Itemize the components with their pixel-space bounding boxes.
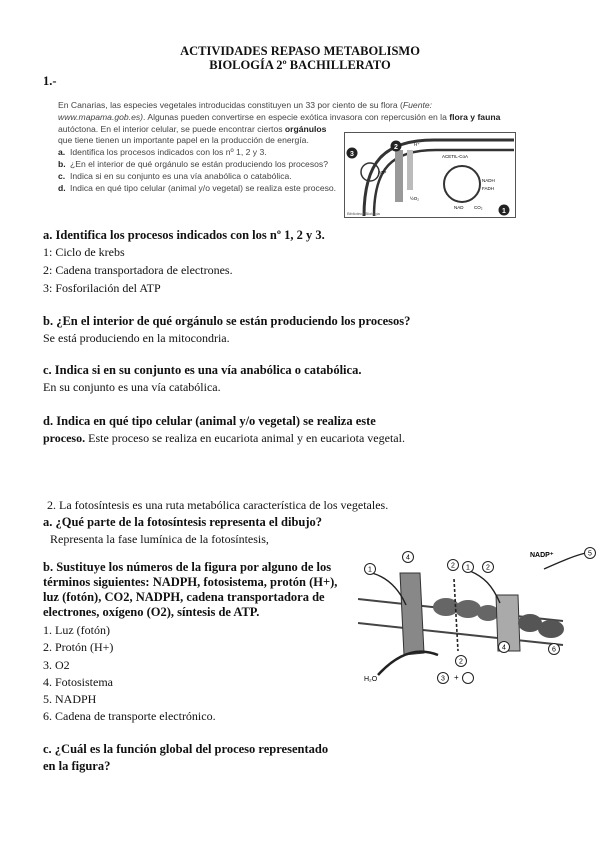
- label-6: 6: [552, 646, 556, 654]
- answer-2b-6: 6. Cadena de transporte electrónico.: [43, 709, 216, 724]
- label-2a: 2: [451, 562, 455, 570]
- answer-2b-1: 1. Luz (fotón): [43, 623, 110, 637]
- atp-label: ATP: [378, 170, 387, 175]
- water-split-arrow: [378, 652, 438, 675]
- answers-2b: [43, 622, 216, 726]
- exercise-1-item-c: c. Indica si en su conjunto es una vía anabólica o catabólica.: [58, 170, 292, 181]
- question-2c: c. ¿Cuál es la función global del proceso representado en la figura?: [43, 742, 329, 773]
- protein-complex: [395, 150, 403, 202]
- answer-2a: Representa la fase lumínica de la fotosíntesis,: [50, 532, 269, 546]
- section-2-intro: 2. La fotosíntesis es una ruta metabólica característica de los vegetales.: [47, 498, 389, 512]
- label-5: 5: [588, 550, 592, 558]
- answer-1d: Este proceso se realiza en eucariota animal y en eucariota vegetal.: [85, 431, 405, 445]
- answer-2b-5: 5. NADPH: [43, 692, 97, 707]
- label-1: 1: [502, 208, 506, 215]
- photosystem-2: [400, 573, 424, 655]
- nadh-label: NADH: [482, 178, 495, 183]
- label-2: 2: [394, 144, 398, 151]
- exercise-1-item-a: a. Identifica los procesos indicados con los nº 1, 2 y 3.: [58, 147, 267, 158]
- figure-credit: Biblioteca Biología: [347, 211, 380, 216]
- question-1a: a. Identifica los procesos indicados con los nº 1, 2 y 3.: [43, 228, 325, 242]
- label-2c: 2: [459, 658, 463, 666]
- question-1d-line2: [43, 431, 405, 446]
- protein-complex-2: [407, 150, 413, 190]
- fadh-label: FADH: [482, 186, 495, 191]
- answer-2b-2: 2. Protón (H+): [43, 640, 114, 655]
- carrier-2: [455, 600, 481, 618]
- acetyl-label: ACETIL-CoA: [442, 154, 469, 159]
- exercise-1-item-b: b. ¿En el interior de qué orgánulo se están produciendo los procesos?: [58, 158, 328, 169]
- oxygen-label: ½O₂: [410, 196, 419, 201]
- label-1a: 1: [368, 566, 372, 574]
- answer-2b-3: 3. O2: [43, 657, 70, 672]
- proton-arrow: [454, 579, 458, 651]
- exercise-1-intro-end: que tiene tienen un importante papel en la producción de energía.: [58, 135, 309, 146]
- question-1b: b. ¿En el interior de qué orgánulo se están produciendo los procesos?: [43, 314, 411, 328]
- answer-2b-4: 4. Fotosistema: [43, 674, 114, 689]
- exercise-1-item-d: d. Indica en qué tipo celular (animal y/o vegetal) se realiza este proceso.: [58, 182, 337, 193]
- mitochondria-diagram: [344, 132, 516, 218]
- label-3: 3: [350, 151, 354, 158]
- question-1d-line1: d. Indica en qué tipo celular (animal y/o vegetal) se realiza este: [43, 414, 376, 428]
- light-arrow-2: [470, 571, 500, 603]
- carrier-3: [477, 605, 499, 621]
- label-3: 3: [441, 675, 445, 683]
- label-4a: 4: [406, 554, 410, 562]
- question-2a: a. ¿Qué parte de la fotosíntesis representa el dibujo?: [43, 515, 323, 529]
- title-line-2: BIOLOGÍA 2º BACHILLERATO: [209, 58, 391, 72]
- hplus-label: H⁺: [414, 142, 420, 147]
- question-1c: c. Indica si en su conjunto es una vía anabólica o catabólica.: [43, 363, 362, 377]
- nad-label: NAD: [454, 205, 464, 210]
- answer-1a-2: 2: Cadena transportadora de electrones.: [43, 263, 233, 277]
- circle-2d: [463, 673, 474, 684]
- answer-1b: Se está produciendo en la mitocondria.: [43, 331, 230, 345]
- carrier-5: [538, 620, 564, 638]
- section-1-number: 1.-: [43, 74, 57, 88]
- nadp-label: NADP⁺: [530, 552, 554, 559]
- answer-1a-3: 3: Fosforilación del ATP: [43, 281, 161, 295]
- water-label: H₂O: [364, 676, 378, 683]
- photosynthesis-diagram: [358, 543, 600, 691]
- question-2b: b. Sustituye los números de la figura por alguno de los términos siguientes: NADPH, fotosistema, protón (H+), luz (fotón), CO2, NADPH, cadena transportadora de electrones, oxígeno (O2), síntesis de ATP.: [43, 560, 338, 619]
- question-1d-proceso: proceso.: [43, 431, 86, 445]
- exercise-1-intro: En Canarias, las especies vegetales introducidas constituyen un 33 por ciento de su flora (Fuente: www.mapama.gob.es). Algunas pueden convertirse en especie exótica invasora con repercusión en la flora y fauna autóctona. En el interior celular, se puede encontrar ciertos orgánulos: [58, 100, 501, 134]
- plus-label: +: [454, 673, 459, 682]
- answer-1c: En su conjunto es una vía catabólica.: [43, 380, 221, 394]
- co2-label: CO₂: [474, 205, 483, 210]
- label-2b: 2: [486, 564, 490, 572]
- answer-1a-1: 1: Ciclo de krebs: [43, 245, 125, 259]
- title-line-1: ACTIVIDADES REPASO METABOLISMO: [180, 44, 420, 58]
- label-1b: 1: [466, 564, 470, 572]
- label-4b: 4: [502, 644, 506, 652]
